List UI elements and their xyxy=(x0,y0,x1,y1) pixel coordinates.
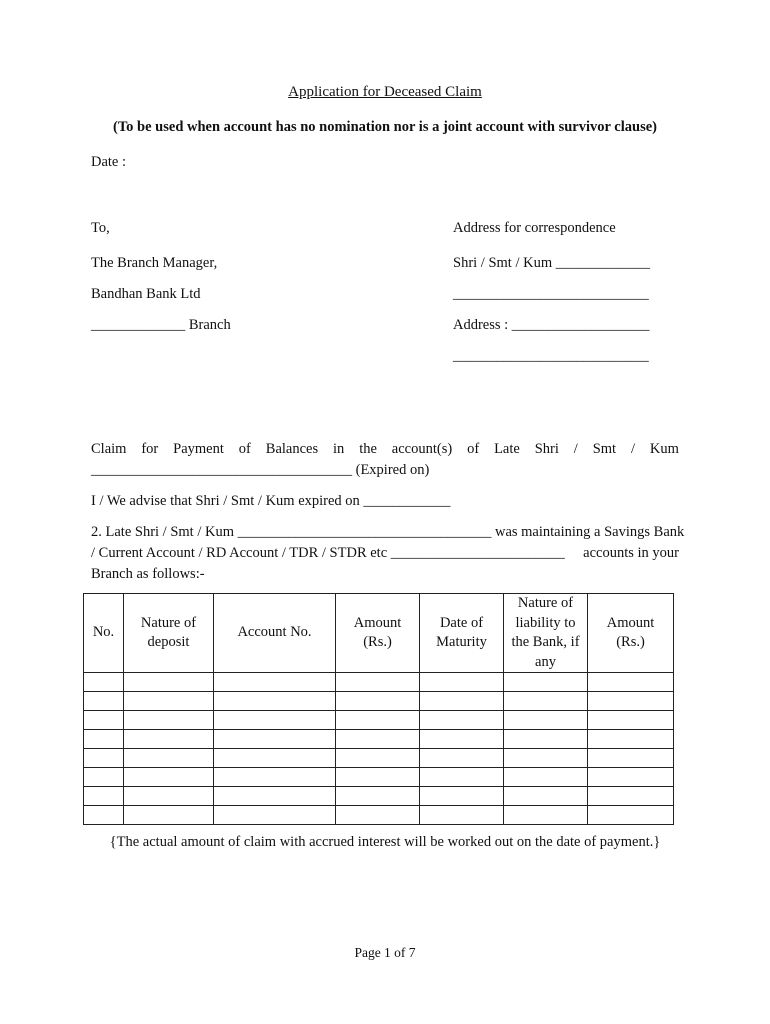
correspondent-name-field[interactable]: Shri / Smt / Kum _____________ xyxy=(453,255,650,271)
table-cell[interactable] xyxy=(336,768,420,787)
table-row xyxy=(84,692,674,711)
claim-word: Claim xyxy=(91,441,127,457)
deceased-name-field[interactable]: ____________________________________ (Expired on) xyxy=(91,462,430,478)
accounts-table xyxy=(83,593,674,825)
table-cell[interactable] xyxy=(588,749,674,768)
table-cell[interactable] xyxy=(214,711,336,730)
table-cell[interactable] xyxy=(336,692,420,711)
table-cell[interactable] xyxy=(84,711,124,730)
table-cell[interactable] xyxy=(84,692,124,711)
table-cell[interactable] xyxy=(420,730,504,749)
table-cell[interactable] xyxy=(84,730,124,749)
claim-word: of xyxy=(238,441,251,457)
table-cell[interactable] xyxy=(124,768,214,787)
table-cell[interactable] xyxy=(214,673,336,692)
table-cell[interactable] xyxy=(214,730,336,749)
address-field[interactable]: Address : ___________________ xyxy=(453,317,650,333)
table-cell[interactable] xyxy=(420,806,504,825)
branch-manager-label: The Branch Manager, xyxy=(91,255,218,271)
table-row xyxy=(84,749,674,768)
table-cell[interactable] xyxy=(420,768,504,787)
table-cell[interactable] xyxy=(504,806,588,825)
table-cell[interactable] xyxy=(420,673,504,692)
table-row xyxy=(84,730,674,749)
table-cell[interactable] xyxy=(336,711,420,730)
table-cell[interactable] xyxy=(504,692,588,711)
table-cell[interactable] xyxy=(84,787,124,806)
table-cell[interactable] xyxy=(124,673,214,692)
claim-word: in xyxy=(333,441,345,457)
table-cell[interactable] xyxy=(214,692,336,711)
table-cell[interactable] xyxy=(420,749,504,768)
table-cell[interactable] xyxy=(84,749,124,768)
bank-name: Bandhan Bank Ltd xyxy=(91,286,201,302)
table-cell[interactable] xyxy=(504,730,588,749)
para2-line-2[interactable] xyxy=(91,543,679,563)
table-cell[interactable] xyxy=(588,768,674,787)
table-cell[interactable] xyxy=(214,787,336,806)
claim-word: Smt xyxy=(592,441,617,457)
header-amount-2: Amount (Rs.) xyxy=(588,594,674,673)
claim-word: / xyxy=(630,441,635,457)
table-cell[interactable] xyxy=(504,787,588,806)
table-cell[interactable] xyxy=(84,768,124,787)
claim-word: of xyxy=(467,441,480,457)
header-amount: Amount (Rs.) xyxy=(336,594,420,673)
footnote: {The actual amount of claim with accrued interest will be worked out on the date of payment.} xyxy=(109,834,661,850)
correspondence-blank-line-1[interactable]: ___________________________ xyxy=(453,286,649,302)
table-cell[interactable] xyxy=(84,673,124,692)
table-row xyxy=(84,787,674,806)
claim-word: Balances xyxy=(265,441,319,457)
header-no: No. xyxy=(84,594,124,673)
claim-word: / xyxy=(573,441,578,457)
claim-word: Payment xyxy=(173,441,224,457)
table-cell[interactable] xyxy=(336,673,420,692)
table-cell[interactable] xyxy=(504,749,588,768)
table-cell[interactable] xyxy=(420,692,504,711)
table-cell[interactable] xyxy=(214,806,336,825)
table-cell[interactable] xyxy=(124,749,214,768)
claim-word: Kum xyxy=(649,441,679,457)
table-cell[interactable] xyxy=(124,692,214,711)
para2-line-1[interactable]: 2. Late Shri / Smt / Kum ___________________________________ was maintaining a Savings Bank xyxy=(91,524,685,540)
table-cell[interactable] xyxy=(124,711,214,730)
table-cell[interactable] xyxy=(420,787,504,806)
claim-word: for xyxy=(141,441,159,457)
header-nature-of-deposit: Nature of deposit xyxy=(124,594,214,673)
table-cell[interactable] xyxy=(124,806,214,825)
claim-word: Late xyxy=(494,441,520,457)
table-cell[interactable] xyxy=(214,768,336,787)
table-cell[interactable] xyxy=(588,673,674,692)
page-subtitle: (To be used when account has no nomination nor is a joint account with survivor clause) xyxy=(113,119,657,135)
para2-line-2-left: / Current Account / RD Account / TDR / STDR etc ________________________ xyxy=(91,545,565,561)
page-number: Page 1 of 7 xyxy=(354,945,416,960)
table-cell[interactable] xyxy=(504,711,588,730)
table-cell[interactable] xyxy=(588,787,674,806)
header-account-no: Account No. xyxy=(214,594,336,673)
table-row xyxy=(84,711,674,730)
date-label: Date : xyxy=(91,154,127,170)
table-cell[interactable] xyxy=(504,768,588,787)
table-cell[interactable] xyxy=(588,692,674,711)
table-cell[interactable] xyxy=(336,806,420,825)
table-cell[interactable] xyxy=(336,749,420,768)
claim-word: Shri xyxy=(534,441,559,457)
para2-line-3: Branch as follows:- xyxy=(91,566,205,582)
header-nature-of-liability: Nature of liability to the Bank, if any xyxy=(504,594,588,673)
table-cell[interactable] xyxy=(588,806,674,825)
table-row xyxy=(84,806,674,825)
table-cell[interactable] xyxy=(336,787,420,806)
correspondence-heading: Address for correspondence xyxy=(453,220,616,236)
table-header-row xyxy=(84,594,674,673)
claim-word: account(s) xyxy=(391,441,453,457)
header-date-of-maturity: Date of Maturity xyxy=(420,594,504,673)
table-cell[interactable] xyxy=(336,730,420,749)
table-row xyxy=(84,673,674,692)
branch-field[interactable]: _____________ Branch xyxy=(91,317,231,333)
table-cell[interactable] xyxy=(504,673,588,692)
table-cell[interactable] xyxy=(420,711,504,730)
table-cell[interactable] xyxy=(214,749,336,768)
expiry-advise-field[interactable]: I / We advise that Shri / Smt / Kum expired on ____________ xyxy=(91,493,451,509)
correspondence-blank-line-2[interactable]: ___________________________ xyxy=(453,348,649,364)
table-cell[interactable] xyxy=(588,711,674,730)
claim-word: the xyxy=(359,441,377,457)
table-cell[interactable] xyxy=(588,730,674,749)
table-cell[interactable] xyxy=(124,787,214,806)
table-row xyxy=(84,768,674,787)
to-label: To, xyxy=(91,220,110,236)
claim-line-1 xyxy=(91,439,679,459)
page-title: Application for Deceased Claim xyxy=(288,84,482,100)
table-cell[interactable] xyxy=(124,730,214,749)
para2-line-2-right: accounts in your xyxy=(583,545,679,561)
table-cell[interactable] xyxy=(84,806,124,825)
